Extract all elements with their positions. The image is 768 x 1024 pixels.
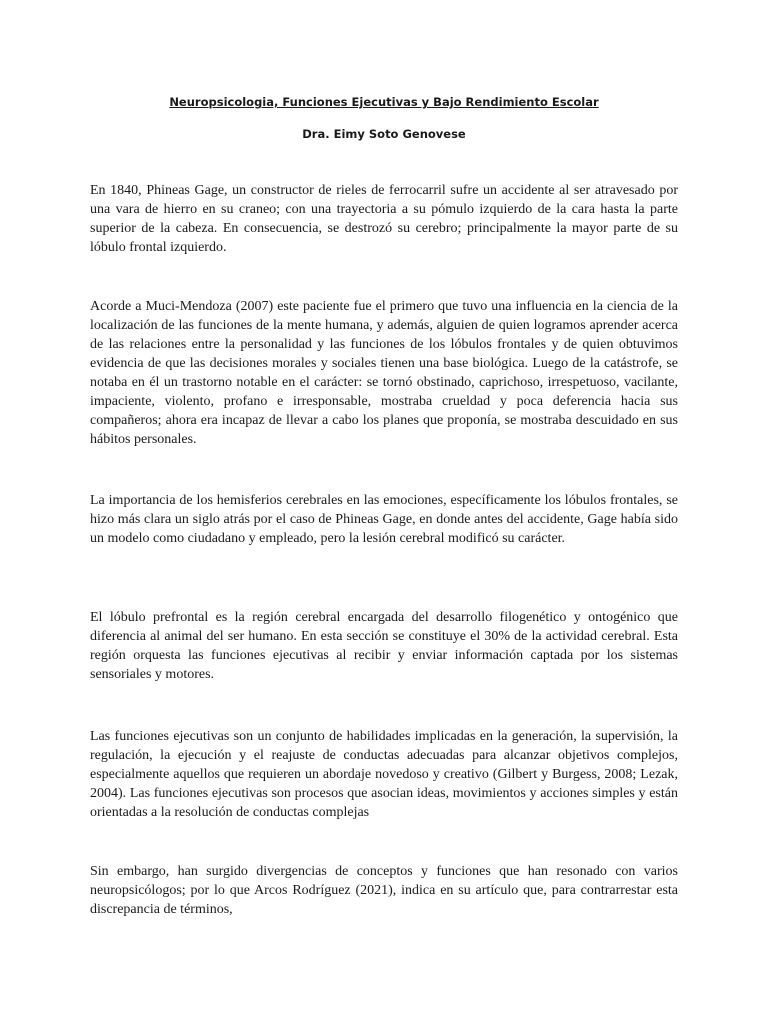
- paragraph-executive-functions: Las funciones ejecutivas son un conjunto de habilidades implicadas en la generación, la supervisión, la regulación, la ejecución y el reajuste de conductas adecuadas para alcanzar objetivos complejos, especialmente aquellos que requieren un abordaje novedoso y creativo (Gilbert y Burgess, 2008; Lezak, 2004). Las funciones ejecutivas son procesos que asocian ideas, movimientos y acciones simples y están orientadas a la resolución de conductas complejas: [90, 729, 678, 820]
- document-title: Neuropsicologia, Funciones Ejecutivas y Bajo Rendimiento Escolar: [169, 95, 599, 109]
- paragraph-divergences: Sin embargo, han surgido divergencias de conceptos y funciones que han resonado con varios neuropsicólogos; por lo que Arcos Rodríguez (2021), indica en su artículo que, para contrarrestar esta discrepancia de términos,: [90, 864, 678, 917]
- document-author: Dra. Eimy Soto Genovese: [302, 127, 466, 141]
- paragraph-muci-mendoza: Acorde a Muci-Mendoza (2007) este paciente fue el primero que tuvo una influencia en la ciencia de la localización de las funciones de la mente humana, y además, alguien de quien logramos aprender acerca de las relaciones entre la personalidad y las funciones de los lóbulos frontales y de quien obtuvimos evidencia de que las decisiones morales y sociales tienen una base biológica. Luego de la catástrofe, se notaba en él un trastorno notable en el carácter: se tornó obstinado, caprichoso, irrespetuoso, vacilante, impaciente, violento, profano e irresponsable, mostraba crueldad y poca deferencia hacia sus compañeros; ahora era incapaz de llevar a cabo los planes que proponía, se mostraba descuidado en sus hábitos personales.: [90, 299, 678, 447]
- paragraph-hemispheres-emotions: La importancia de los hemisferios cerebrales en las emociones, específicamente los lóbulos frontales, se hizo más clara un siglo atrás por el caso de Phineas Gage, en donde antes del accidente, Gage había sido un modelo como ciudadano y empleado, pero la lesión cerebral modificó su carácter.: [90, 493, 678, 546]
- paragraph-prefrontal-lobe: El lóbulo prefrontal es la región cerebral encargada del desarrollo filogenético y ontogénico que diferencia al animal del ser humano. En esta sección se constituye el 30% de la actividad cerebral. Esta región orquesta las funciones ejecutivas al recibir y enviar información captada por los sistemas sensoriales y motores.: [90, 610, 678, 682]
- paragraph-phineas-gage-accident: En 1840, Phineas Gage, un constructor de rieles de ferrocarril sufre un accidente al ser atravesado por una vara de hierro en su craneo; con una trayectoria a su pómulo izquierdo de la cara hasta la parte superior de la cabeza. En consecuencia, se destrozó su cerebro; principalmente la mayor parte de su lóbulo frontal izquierdo.: [90, 183, 678, 255]
